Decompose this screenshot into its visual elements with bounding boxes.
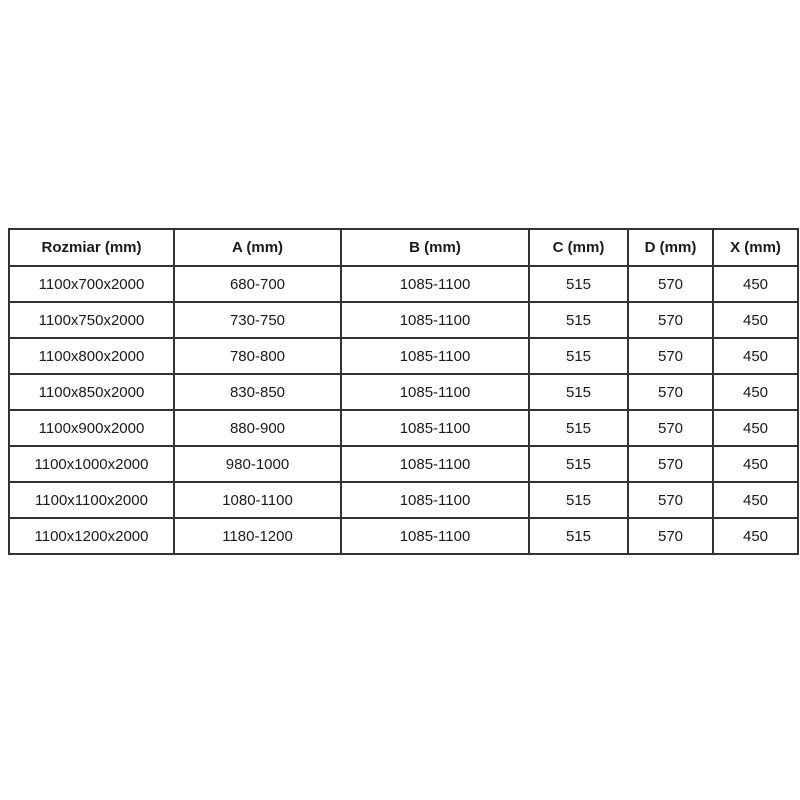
table-cell: 1100x750x2000 xyxy=(9,302,174,338)
table-cell: 450 xyxy=(713,266,798,302)
table-cell: 1100x1000x2000 xyxy=(9,446,174,482)
table-cell: 570 xyxy=(628,338,713,374)
column-header: X (mm) xyxy=(713,229,798,266)
table-cell: 450 xyxy=(713,446,798,482)
table-cell: 830-850 xyxy=(174,374,341,410)
table-cell: 1180-1200 xyxy=(174,518,341,554)
table-cell: 450 xyxy=(713,338,798,374)
table-cell: 515 xyxy=(529,482,628,518)
table-row xyxy=(9,518,798,554)
column-header: D (mm) xyxy=(628,229,713,266)
table-cell: 1100x700x2000 xyxy=(9,266,174,302)
table-cell: 1085-1100 xyxy=(341,446,529,482)
table-cell: 1100x800x2000 xyxy=(9,338,174,374)
table-cell: 1085-1100 xyxy=(341,302,529,338)
table-cell: 730-750 xyxy=(174,302,341,338)
table-row xyxy=(9,338,798,374)
table-cell: 515 xyxy=(529,266,628,302)
table-header-row xyxy=(9,229,798,266)
table-cell: 780-800 xyxy=(174,338,341,374)
table-cell: 450 xyxy=(713,482,798,518)
table-cell: 570 xyxy=(628,302,713,338)
table-cell: 1085-1100 xyxy=(341,266,529,302)
column-header: B (mm) xyxy=(341,229,529,266)
table-cell: 1100x1200x2000 xyxy=(9,518,174,554)
table-row xyxy=(9,446,798,482)
table-row xyxy=(9,302,798,338)
table-row xyxy=(9,410,798,446)
table-cell: 570 xyxy=(628,410,713,446)
dimensions-table xyxy=(8,228,799,555)
table-cell: 570 xyxy=(628,518,713,554)
table-cell: 515 xyxy=(529,446,628,482)
table-cell: 980-1000 xyxy=(174,446,341,482)
table-cell: 515 xyxy=(529,302,628,338)
table-cell: 1085-1100 xyxy=(341,518,529,554)
table-cell: 515 xyxy=(529,518,628,554)
table-row xyxy=(9,266,798,302)
table-row xyxy=(9,374,798,410)
table-cell: 450 xyxy=(713,374,798,410)
table-body xyxy=(9,266,798,554)
table-cell: 1100x850x2000 xyxy=(9,374,174,410)
column-header: A (mm) xyxy=(174,229,341,266)
table-cell: 1085-1100 xyxy=(341,374,529,410)
table-row xyxy=(9,482,798,518)
table-cell: 1085-1100 xyxy=(341,338,529,374)
table-cell: 450 xyxy=(713,410,798,446)
table-cell: 570 xyxy=(628,482,713,518)
table-cell: 680-700 xyxy=(174,266,341,302)
table-cell: 515 xyxy=(529,374,628,410)
table-cell: 1085-1100 xyxy=(341,482,529,518)
table-cell: 1080-1100 xyxy=(174,482,341,518)
table-cell: 570 xyxy=(628,446,713,482)
table-cell: 570 xyxy=(628,266,713,302)
table-cell: 450 xyxy=(713,302,798,338)
table-cell: 1100x1100x2000 xyxy=(9,482,174,518)
table-cell: 880-900 xyxy=(174,410,341,446)
table-cell: 515 xyxy=(529,410,628,446)
table-cell: 1085-1100 xyxy=(341,410,529,446)
table-cell: 450 xyxy=(713,518,798,554)
dimensions-table-container xyxy=(8,228,799,555)
column-header: C (mm) xyxy=(529,229,628,266)
table-cell: 1100x900x2000 xyxy=(9,410,174,446)
table-cell: 515 xyxy=(529,338,628,374)
table-cell: 570 xyxy=(628,374,713,410)
column-header: Rozmiar (mm) xyxy=(9,229,174,266)
